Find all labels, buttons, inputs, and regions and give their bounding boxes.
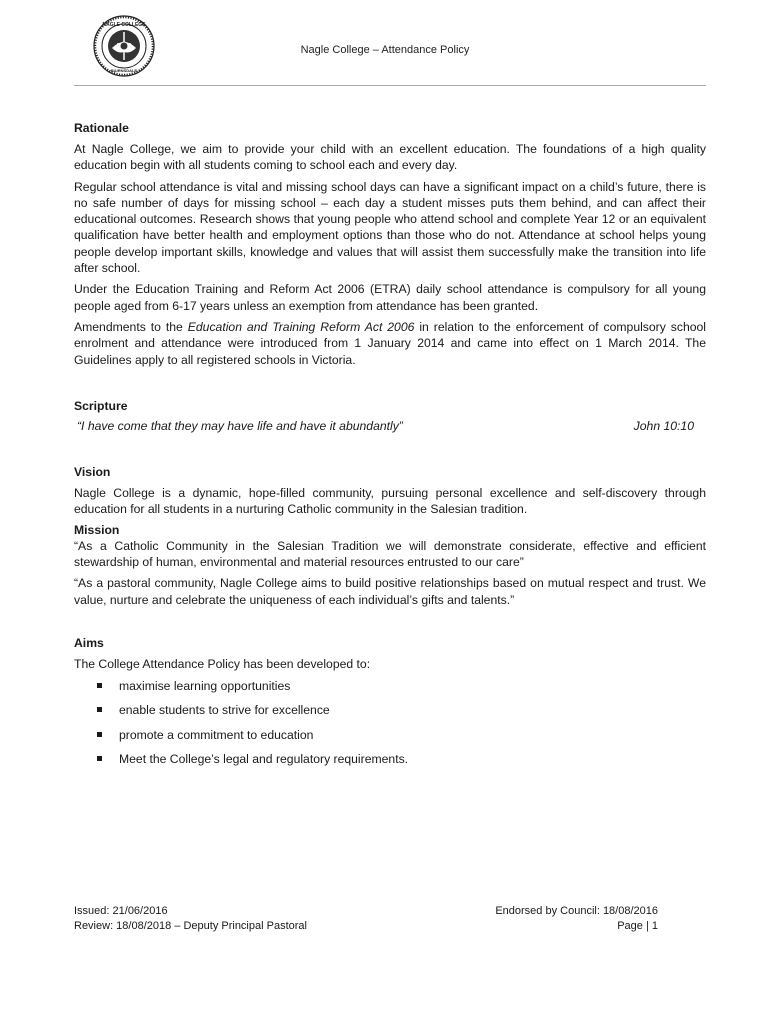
scripture-heading: Scripture bbox=[74, 398, 128, 413]
aims-heading: Aims bbox=[74, 635, 104, 650]
aims-list-item: promote a commitment to education bbox=[74, 727, 706, 743]
review-info: Review: 18/08/2018 – Deputy Principal Pastoral bbox=[74, 920, 307, 932]
issued-date: Issued: 21/06/2016 bbox=[74, 905, 168, 917]
scripture-row bbox=[74, 418, 706, 434]
aims-intro: The College Attendance Policy has been developed to: bbox=[74, 656, 371, 671]
header-divider bbox=[74, 85, 706, 86]
square-bullet-icon bbox=[97, 732, 102, 737]
rationale-paragraph-2: Regular school attendance is vital and missing school days can have a significant impact on a child’s future, there is no safe number of days for missing school – each day a student misses puts them behind, and can affect their educational outcomes. Research shows that young people who attend school and complete Year 12 or an equivalent qualification have better health and employment options than those who do not. Attendance at school helps young people develop important skills, knowledge and values that will assist them successfully make the transition into life after school. bbox=[74, 179, 706, 276]
vision-text: Nagle College is a dynamic, hope-filled community, pursuing personal excellence and self-discovery through education for all students in a nurturing Catholic community in the Salesian tradition. bbox=[74, 486, 706, 517]
scripture-quote: “I have come that they may have life and have it abundantly” bbox=[77, 418, 403, 433]
rationale-heading: Rationale bbox=[74, 121, 129, 135]
square-bullet-icon bbox=[97, 707, 102, 712]
mission-paragraph-2: “As a pastoral community, Nagle College aims to build positive relationships based on mutual respect and trust. We value, nurture and celebrate the uniqueness of each individual’s gifts and talents.” bbox=[74, 576, 706, 607]
aims-list-item: enable students to strive for excellence bbox=[74, 702, 706, 718]
rationale-paragraph-4: Amendments to the Education and Training Reform Act 2006 in relation to the enforcement of compulsory school enrolment and attendance were introduced from 1 January 2014 and came into effect on 1 March 2014. The Guidelines apply to all registered schools in Victoria. bbox=[74, 319, 707, 367]
mission-heading: Mission bbox=[74, 522, 120, 537]
aims-list-item: maximise learning opportunities bbox=[74, 678, 706, 694]
mission-paragraph-1: “As a Catholic Community in the Salesian Tradition we will demonstrate considerate, effective and efficient stewardship of human, environmental and material resources entrusted to our care” bbox=[74, 538, 706, 570]
rationale-paragraph-3: Under the Education Training and Reform Act 2006 (ETRA) daily school attendance is compulsory for all young people aged from 6-17 years unless an exemption from attendance has been granted. bbox=[74, 282, 706, 313]
endorsed-date: Endorsed by Council: 18/08/2016 bbox=[495, 905, 658, 917]
square-bullet-icon bbox=[97, 756, 102, 761]
svg-text:NAGLE COLLEGE: NAGLE COLLEGE bbox=[102, 22, 146, 28]
aims-list bbox=[74, 678, 706, 767]
vision-heading: Vision bbox=[74, 465, 111, 480]
header-title: Nagle College – Attendance Policy bbox=[300, 44, 470, 56]
scripture-reference: John 10:10 bbox=[633, 418, 694, 433]
rationale-paragraph-1: At Nagle College, we aim to provide your child with an excellent education. The foundations of a high quality education begin with all students coming to school each and every day. bbox=[74, 142, 706, 173]
act-title: Education and Training Reform Act 2006 bbox=[187, 319, 415, 334]
page-footer bbox=[74, 904, 658, 934]
aims-list-item: Meet the College’s legal and regulatory requirements. bbox=[74, 751, 706, 767]
document-body bbox=[74, 120, 706, 775]
page-number: Page | 1 bbox=[617, 920, 658, 932]
svg-text:BAIRNSDALE: BAIRNSDALE bbox=[110, 68, 138, 73]
square-bullet-icon bbox=[97, 683, 102, 688]
